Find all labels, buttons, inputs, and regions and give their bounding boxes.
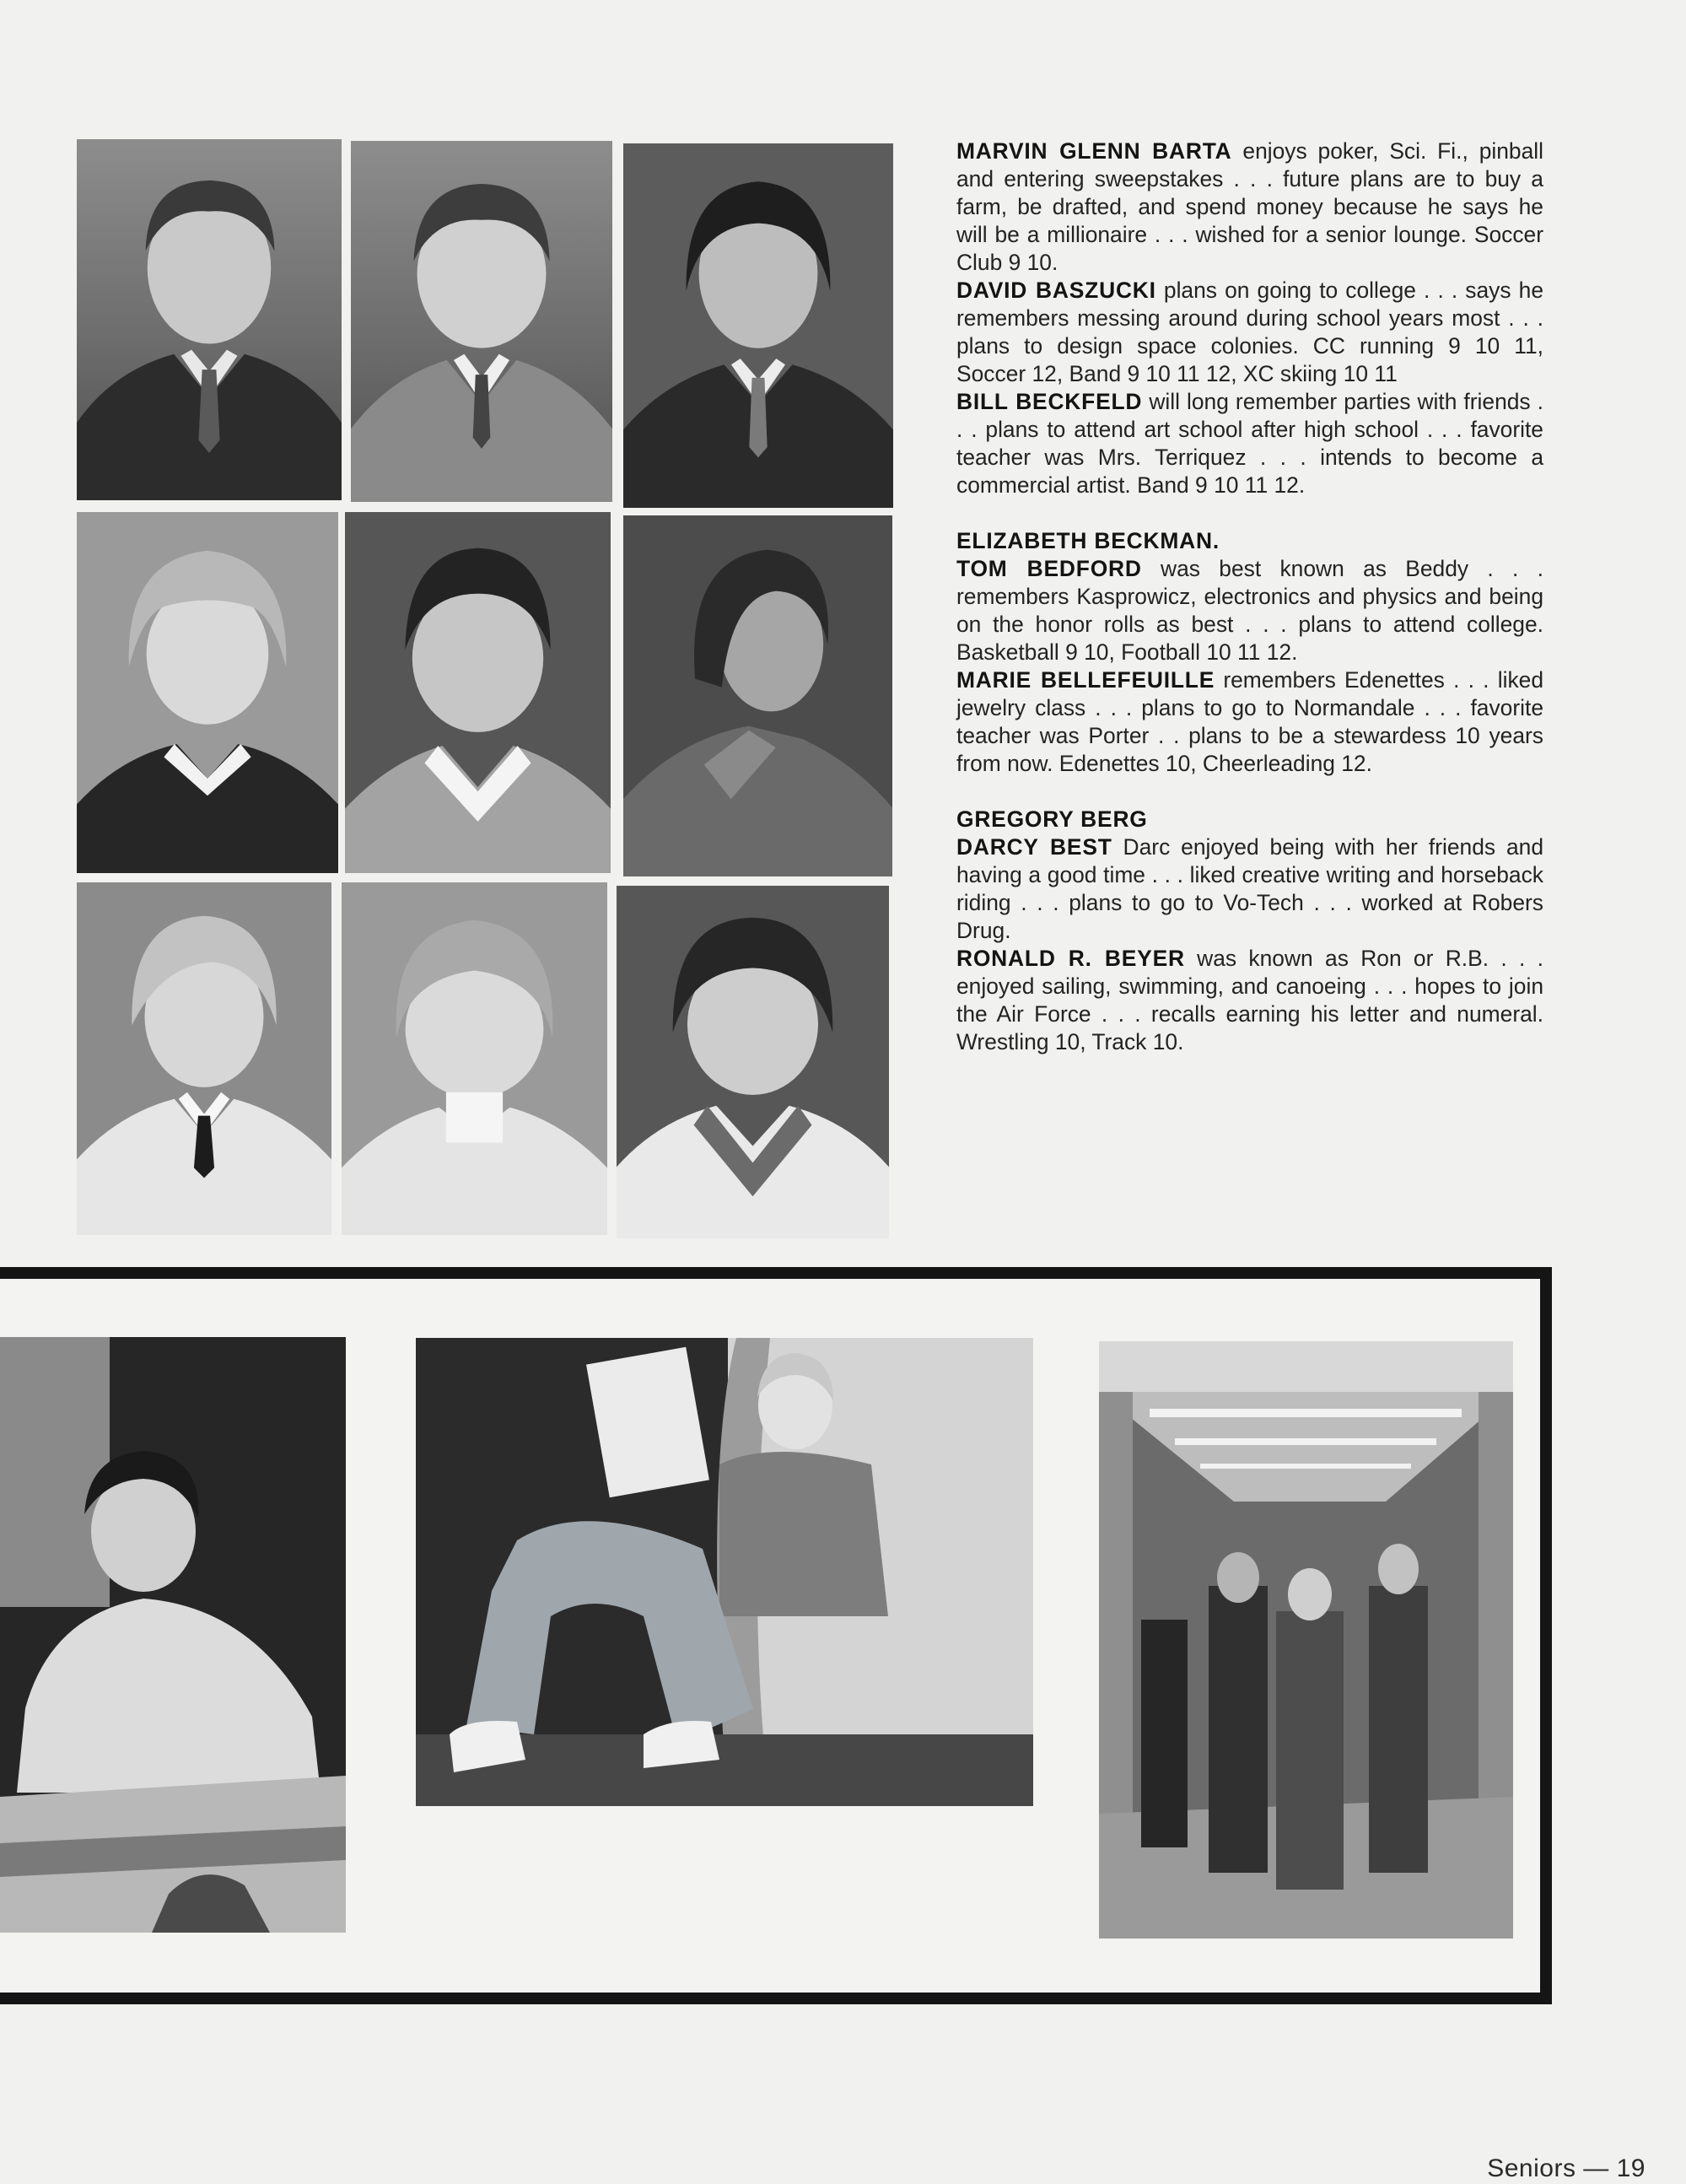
- bio-name: BILL BECKFELD: [956, 389, 1143, 414]
- bio-name: DAVID BASZUCKI: [956, 278, 1156, 303]
- portrait-bill-beckfeld: [623, 143, 893, 508]
- candid-photo-boy-reading: [416, 1338, 1033, 1806]
- portrait-marvin-glenn-barta: [77, 139, 342, 500]
- bio-david-baszucki: [956, 277, 1543, 388]
- portrait-marie-bellefeuille: [623, 515, 892, 876]
- bio-name: GREGORY BERG: [956, 806, 1148, 832]
- bio-marvin-glenn-barta: [956, 138, 1543, 277]
- bio-darcy-best: [956, 833, 1543, 945]
- page-folio: [1487, 2154, 1646, 2183]
- candid-photo-hallway: [1099, 1341, 1513, 1939]
- bio-body: Darc enjoyed being with her friends and having a good time . . . liked creative writing and horseback riding . . . plans to go to Vo-Tech . . . worked at Robers Drug.: [956, 834, 1543, 943]
- bio-marie-bellefeuille: [956, 666, 1543, 778]
- portrait-darcy-best: [342, 882, 607, 1235]
- portrait-tom-bedford: [345, 512, 611, 873]
- bio-name: RONALD R. BEYER: [956, 946, 1185, 971]
- portrait-gregory-berg: [77, 882, 331, 1235]
- bio-body: plans on going to college . . . says he remembers messing around during school years most . . . plans to design space colonies. CC running 9 10 11, Soccer 12, Band 9 10 11 12, XC skiing 10 11: [956, 278, 1544, 386]
- bio-body: enjoys poker, Sci. Fi., pinball and entering sweepstakes . . . future plans are to buy a farm, be drafted, and spend money because he says he will be a millionaire . . . wished for a senior lounge. Soccer Club 9 10.: [956, 138, 1543, 275]
- bio-name: TOM BEDFORD: [956, 556, 1142, 581]
- bio-name: ELIZABETH BECKMAN.: [956, 528, 1220, 553]
- bio-body: remembers Edenettes . . . liked jewelry class . . . plans to go to Normandale . . . favorite teacher was Porter . . plans to be a stewardess 10 years from now. Edenettes 10, Cheerleading 12.: [956, 667, 1544, 776]
- page-number: 19: [1616, 2154, 1646, 2182]
- portrait-ronald-r-beyer: [617, 886, 889, 1238]
- folio-dash: —: [1583, 2154, 1609, 2182]
- bio-body: was known as Ron or R.B. . . . enjoyed sailing, swimming, and canoeing . . . hopes to join the Air Force . . . recalls earning his letter and numeral. Wrestling 10, Track 10.: [956, 946, 1543, 1054]
- bio-body: will long remember parties with friends . . . plans to attend art school after high school . . . favorite teacher was Mrs. Terriquez . . . intends to become a commercial artist. Band 9 10 11 12.: [956, 389, 1543, 498]
- bio-name: MARIE BELLEFEUILLE: [956, 667, 1215, 693]
- bio-ronald-r-beyer: [956, 945, 1543, 1056]
- bio-elizabeth-beckman: [956, 527, 1543, 555]
- bio-bill-beckfeld: [956, 388, 1543, 499]
- candid-photo-girl-at-table: [0, 1337, 346, 1933]
- bio-name: DARCY BEST: [956, 834, 1112, 860]
- bio-body: was best known as Beddy . . . remembers Kasprowicz, electronics and physics and being on the honor rolls as best . . . plans to attend college. Basketball 9 10, Football 10 11 12.: [956, 556, 1543, 665]
- senior-biographies: [956, 138, 1543, 1056]
- bio-name: MARVIN GLENN BARTA: [956, 138, 1232, 164]
- section-name: Seniors: [1487, 2154, 1576, 2182]
- bio-gregory-berg: [956, 806, 1543, 833]
- bio-tom-bedford: [956, 555, 1543, 666]
- portrait-elizabeth-beckman: [77, 512, 338, 873]
- portrait-david-baszucki: [351, 141, 612, 502]
